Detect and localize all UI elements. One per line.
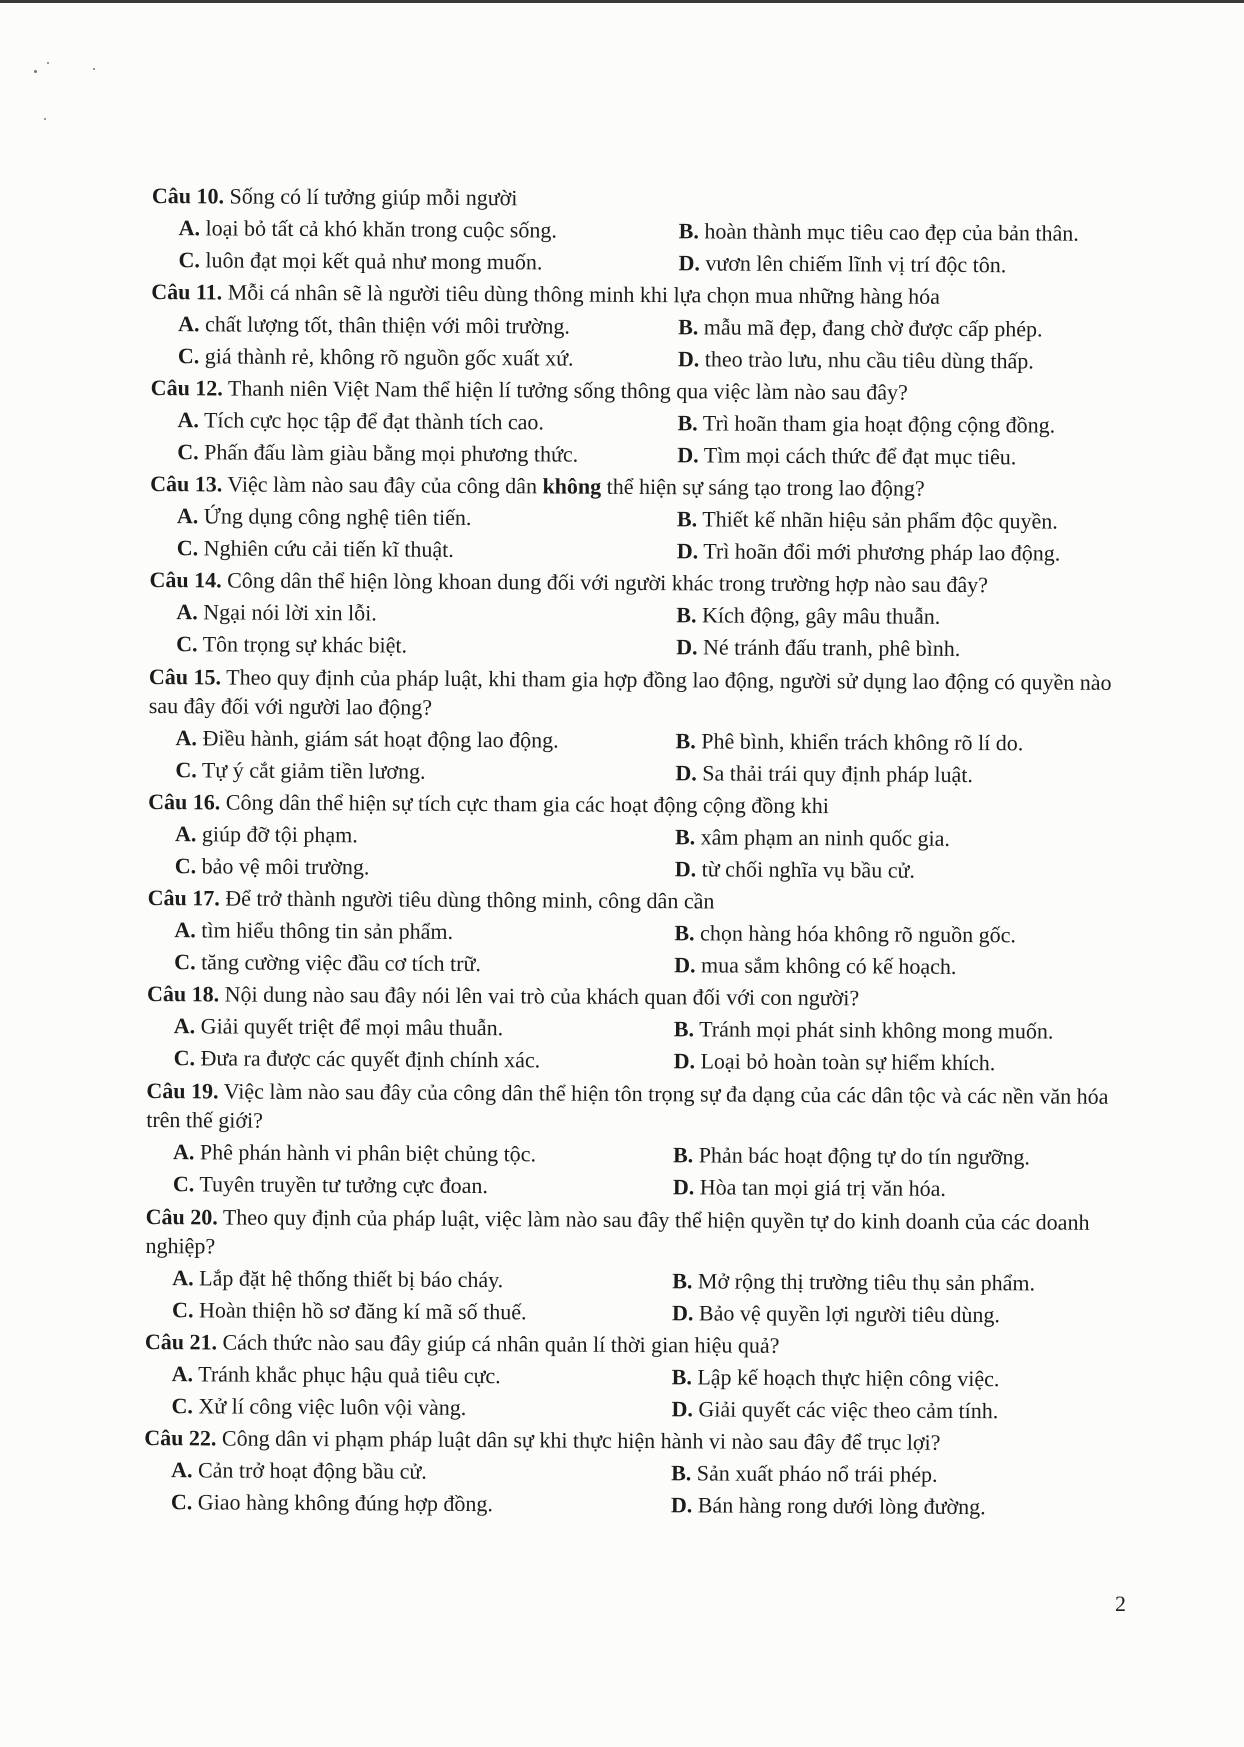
option-text: loại bỏ tất cả khó khăn trong cuộc sống. [205,215,557,243]
option-letter: C. [174,949,196,975]
option-text: Giao hàng không đúng hợp đồng. [197,1489,494,1517]
option-d[interactable] [675,757,1138,792]
option-text: Phản bác hoạt động tự do tín ngưỡng. [698,1142,1031,1170]
option-letter: B. [675,728,696,754]
option-text: Tôn trọng sự khác biệt. [202,631,408,658]
option-text: Nghiên cứu cải tiến kĩ thuật. [203,535,454,562]
option-letter: A. [176,599,198,625]
option-c[interactable] [144,1390,671,1425]
question [147,882,1138,984]
option-letter: C. [173,1045,196,1071]
question-label: Câu 18. [146,980,220,1007]
question [147,978,1138,1080]
option-letter: B. [672,1268,693,1294]
option-c[interactable] [146,1168,673,1203]
option-letter: A. [174,917,196,943]
option-text: mua sắm không có kế hoạch. [701,952,957,979]
option-letter: B. [672,1142,694,1168]
option-letter: A. [171,1457,193,1483]
question [146,1074,1137,1206]
option-letter: D. [670,1492,693,1518]
question-label: Câu 16. [148,789,221,815]
option-text: Tự ý cắt giảm tiền lương. [201,757,426,784]
option-text: Ngại nói lời xin lỗi. [203,599,377,626]
option-b[interactable] [671,1457,1134,1492]
option-d[interactable] [674,949,1137,984]
option-text: bảo vệ môi trường. [201,853,370,880]
option-letter: C. [170,1489,193,1515]
exam-page [0,179,1244,1525]
option-text: Mở rộng thị trường tiêu thụ sản phẩm. [697,1268,1036,1296]
question-text: Công dân vi phạm pháp luật dân sự khi thực hiện hành vi nào sau đây để trục lợi? [221,1425,941,1455]
option-text: Kích động, gây mâu thuẫn. [701,602,941,629]
question [149,564,1140,666]
option-d[interactable] [673,1171,1136,1206]
option-a[interactable] [152,212,679,247]
question [144,1422,1135,1524]
option-text: Trì hoãn tham gia hoạt động cộng đồng. [702,410,1056,438]
question-label: Câu 11. [151,279,223,305]
option-letter: C. [176,631,198,657]
question-text: Công dân thể hiện lòng khoan dung đối với người khác trong trường hợp nào sau đây? [227,567,989,598]
option-b[interactable] [679,215,1142,250]
question-label: Câu 14. [149,567,222,593]
question-label: Câu 19. [146,1077,219,1104]
option-letter: C. [177,439,199,465]
option-d[interactable] [678,343,1141,378]
question [150,468,1141,570]
option-letter: C. [174,853,197,879]
option-letter: B. [671,1460,692,1486]
option-c[interactable] [148,754,675,789]
option-text: Thiết kế nhãn hiệu sản phẩm độc quyền. [702,506,1058,534]
option-letter: D. [672,1174,695,1200]
option-text: mẫu mã đẹp, đang chờ được cấp phép. [703,314,1043,342]
option-text: chất lượng tốt, thân thiện với môi trường. [204,311,570,339]
option-a[interactable] [148,818,675,853]
question [151,276,1142,378]
option-text: giúp đỡ tội phạm. [201,821,358,848]
scan-speck [47,62,49,64]
option-a[interactable] [150,404,677,439]
option-text: Lắp đặt hệ thống thiết bị báo cháy. [199,1265,504,1293]
question [151,180,1142,282]
option-letter: D. [671,1396,693,1422]
option-b[interactable] [676,599,1139,634]
option-letter: A. [177,407,200,433]
option-letter: D. [677,346,700,372]
option-letter: D. [678,250,700,276]
option-text: hoàn thành mục tiêu cao đẹp của bản thân. [704,218,1079,246]
option-text: Sa thải trái quy định pháp luật. [702,760,974,788]
option-b[interactable] [672,1361,1135,1396]
option-letter: B. [671,1364,692,1390]
option-letter: D. [677,442,699,468]
option-letter: B. [676,506,698,532]
option-letter: A. [174,821,197,847]
option-b[interactable] [674,1013,1137,1048]
option-d[interactable] [677,439,1140,474]
option-letter: A. [176,503,199,529]
option-text: theo trào lưu, nhu cầu tiêu dùng thấp. [704,346,1034,374]
option-letter: C. [172,1171,195,1197]
option-c[interactable] [151,244,678,279]
option-letter: C. [176,535,199,561]
option-letter: D. [674,856,697,882]
option-letter: C. [177,343,200,369]
option-letter: D. [674,952,696,978]
option-text: xâm phạm an ninh quốc gia. [700,824,951,851]
option-letter: A. [175,725,198,751]
scan-speck [93,68,95,70]
question [148,786,1139,888]
question-text: thể hiện sự sáng tạo trong lao động? [601,473,925,501]
option-a[interactable] [145,1262,672,1297]
option-b[interactable] [675,725,1138,760]
option-c[interactable] [150,532,677,567]
question-label: Câu 13. [150,471,223,497]
question-stem [149,660,1139,728]
option-text: tăng cường việc đầu cơ tích trữ. [201,949,482,977]
option-b[interactable] [675,821,1138,856]
option-letter: B. [676,602,697,628]
question-text: Thanh niên Việt Nam thể hiện lí tưởng sống thông qua việc làm nào sau đây? [227,375,908,405]
option-text: Đưa ra được các quyết định chính xác. [200,1045,541,1073]
option-letter: A. [171,1361,194,1387]
option-letter: C. [172,1297,194,1323]
question-text: Để trở thành người tiêu dùng thông minh, công dân cần [225,885,715,914]
option-a[interactable] [144,1454,671,1489]
question-text: Theo quy định của pháp luật, khi tham gia hợp đồng lao động, người sử dụng lao động có quyền nào sau đây đối với người lao động? [148,664,1112,720]
option-text: Trì hoãn đổi mới phương pháp lao động. [703,538,1061,566]
option-d[interactable] [674,1045,1137,1080]
option-letter: A. [172,1265,194,1291]
option-text: Bán hàng rong dưới lòng đường. [697,1492,986,1520]
option-a[interactable] [148,722,675,757]
option-letter: C. [175,757,197,783]
question-text: Mỗi cá nhân sẽ là người tiêu dùng thông minh khi lựa chọn mua những hàng hóa [227,279,940,309]
option-d[interactable] [675,853,1138,888]
option-c[interactable] [151,340,678,375]
question-label: Câu 22. [144,1424,217,1451]
option-letter: A. [172,1139,195,1165]
option-b[interactable] [672,1265,1135,1300]
option-text: Tránh mọi phát sinh không mong muốn. [699,1016,1054,1044]
option-a[interactable] [147,1010,674,1045]
option-text: Loại bỏ hoàn toàn sự hiểm khích. [700,1048,996,1076]
option-a[interactable] [151,308,678,343]
option-letter: B. [674,824,696,850]
option-letter: C. [178,247,200,273]
option-text: vươn lên chiếm lĩnh vị trí độc tôn. [705,250,1007,278]
option-text: luôn đạt mọi kết quả như mong muốn. [205,247,543,275]
option-letter: B. [674,920,695,946]
option-text: Cản trở hoạt động bầu cử. [197,1457,427,1484]
scan-speck [44,118,46,120]
option-text: Sản xuất pháo nổ trái phép. [696,1460,938,1487]
question-text: Sống có lí tưởng giúp mỗi người [229,183,518,211]
option-text: Tránh khắc phục hậu quả tiêu cực. [198,1361,501,1389]
question-label: Câu 10. [151,183,225,209]
option-text: Bảo vệ quyền lợi người tiêu dùng. [698,1300,1001,1328]
option-letter: A. [178,215,201,241]
scan-speck [34,70,37,73]
option-text: Tích cực học tập để đạt thành tích cao. [203,407,545,435]
option-d[interactable] [672,1297,1135,1332]
option-d[interactable] [676,631,1139,666]
question [144,1326,1135,1428]
option-d[interactable] [678,247,1141,282]
option-letter: B. [678,314,699,340]
question-text: Việc làm nào sau đây của công dân thể hiện tôn trọng sự đa dạng của các dân tộc và các nền văn hóa trên thế giới? [146,1078,1109,1133]
question-label: Câu 21. [144,1328,218,1355]
question-stem [146,1074,1136,1142]
question [150,372,1141,474]
option-letter: D. [673,1048,696,1074]
option-text: Hoàn thiện hồ sơ đăng kí mã số thuế. [198,1297,527,1325]
question-stem [145,1200,1135,1268]
option-a[interactable] [145,1358,672,1393]
option-b[interactable] [673,1139,1136,1174]
option-text: Phê phán hành vi phân biệt chủng tộc. [199,1139,537,1167]
question-text: Công dân thể hiện sự tích cực tham gia các hoạt động cộng đồng khi [225,789,829,819]
option-letter: B. [678,218,699,244]
option-c[interactable] [144,1486,671,1521]
question-text: Cách thức nào sau đây giúp cá nhân quản lí thời gian hiệu quả? [222,1329,780,1358]
question-label: Câu 15. [148,664,222,690]
scan-edge-line [0,0,1244,3]
option-c[interactable] [145,1294,672,1329]
option-letter: D. [676,538,699,564]
option-text: từ chối nghĩa vụ bầu cử. [701,856,916,883]
question-label: Câu 17. [147,884,220,911]
option-c[interactable] [147,946,674,981]
option-d[interactable] [671,1489,1134,1524]
question-label: Câu 20. [145,1203,218,1230]
option-text: Phê bình, khiển trách không rõ lí do. [701,728,1024,756]
option-letter: D. [676,634,698,660]
option-letter: B. [673,1016,695,1042]
option-letter: A. [178,311,200,337]
option-a[interactable] [149,596,676,631]
option-text: Điều hành, giám sát hoạt động lao động. [202,725,559,753]
question-label: Câu 12. [150,375,223,401]
option-text: Xử lí công việc luôn vội vàng. [198,1393,467,1420]
option-b[interactable] [677,503,1140,538]
option-c[interactable] [150,436,677,471]
option-b[interactable] [674,917,1137,952]
question-text: Việc làm nào sau đây của công dân [227,471,543,499]
option-c[interactable] [149,628,676,663]
option-a[interactable] [150,500,677,535]
option-text: Phấn đấu làm giàu bằng mọi phương thức. [204,439,579,467]
option-b[interactable] [678,311,1141,346]
option-text: Ứng dụng công nghệ tiên tiến. [203,503,472,530]
option-a[interactable] [147,914,674,949]
option-text: Hòa tan mọi giá trị văn hóa. [699,1174,947,1201]
option-text: tìm hiểu thông tin sản phẩm. [201,917,454,944]
question [148,660,1139,792]
option-text: Tuyên truyền tư tưởng cực đoan. [199,1171,489,1199]
option-c[interactable] [147,1042,674,1077]
option-text: Giải quyết các việc theo cảm tính. [698,1396,999,1424]
option-b[interactable] [677,407,1140,442]
option-c[interactable] [148,850,675,885]
question [145,1200,1136,1332]
option-d[interactable] [677,535,1140,570]
question-emphasis: không [542,473,602,499]
option-d[interactable] [671,1393,1134,1428]
option-letter: B. [677,410,698,436]
option-a[interactable] [146,1136,673,1171]
page-number: 2 [1115,1591,1126,1616]
option-letter: D. [672,1300,694,1326]
option-text: Tìm mọi cách thức để đạt mục tiêu. [703,442,1017,470]
option-letter: C. [171,1393,193,1419]
option-text: chọn hàng hóa không rõ nguồn gốc. [700,920,1017,948]
option-letter: D. [675,760,697,786]
option-text: Giải quyết triệt để mọi mâu thuẫn. [200,1013,504,1041]
option-text: Lập kế hoạch thực hiện công việc. [697,1364,1000,1392]
question-text: Theo quy định của pháp luật, việc làm nào sau đây thể hiện quyền tự do kinh doanh của các doanh nghiệp? [145,1204,1090,1259]
option-text: Né tránh đấu tranh, phê bình. [702,634,961,661]
option-letter: A. [173,1013,196,1039]
option-text: giá thành rẻ, không rõ nguồn gốc xuất xứ. [204,343,574,371]
question-text: Nội dung nào sau đây nói lên vai trò của khách quan đối với con người? [224,981,860,1011]
